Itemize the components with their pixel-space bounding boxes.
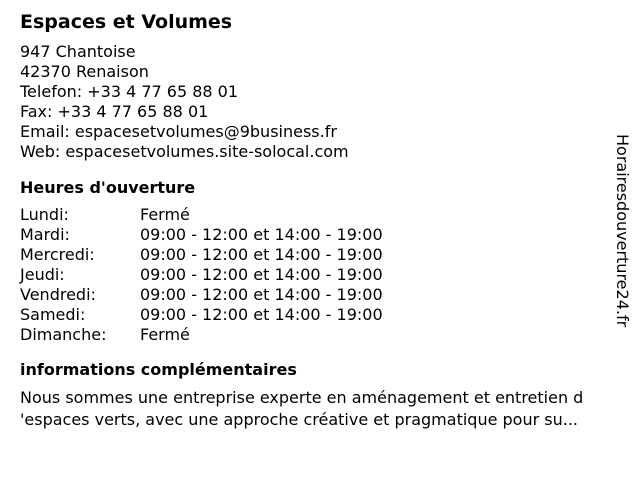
email-line: Email: espacesetvolumes@9business.fr (20, 122, 337, 141)
business-name: Espaces et Volumes (20, 11, 233, 33)
web-line: Web: espacesetvolumes.site-solocal.com (20, 142, 349, 161)
hours-time: 09:00 - 12:00 et 14:00 - 19:00 (140, 305, 383, 324)
postal-city: 42370 Renaison (20, 62, 149, 81)
hours-table (20, 205, 620, 345)
info-heading: informations complémentaires (20, 360, 297, 379)
hours-row-mardi (20, 225, 620, 245)
fax-line: Fax: +33 4 77 65 88 01 (20, 102, 209, 121)
hours-day: Mercredi: (20, 245, 95, 264)
telefon-line: Telefon: +33 4 77 65 88 01 (20, 82, 239, 101)
contact-block (20, 42, 620, 162)
hours-day: Lundi: (20, 205, 69, 224)
hours-day: Dimanche: (20, 325, 107, 344)
hours-day: Vendredi: (20, 285, 96, 304)
hours-row-lundi (20, 205, 620, 225)
hours-row-vendredi (20, 285, 620, 305)
hours-heading: Heures d'ouverture (20, 178, 196, 197)
hours-day: Samedi: (20, 305, 86, 324)
hours-time: 09:00 - 12:00 et 14:00 - 19:00 (140, 285, 383, 304)
hours-time: 09:00 - 12:00 et 14:00 - 19:00 (140, 265, 383, 284)
hours-time: Fermé (140, 205, 190, 224)
hours-day: Mardi: (20, 225, 70, 244)
business-card (20, 8, 620, 431)
hours-row-dimanche (20, 325, 620, 345)
hours-time: 09:00 - 12:00 et 14:00 - 19:00 (140, 225, 383, 244)
hours-row-jeudi (20, 265, 620, 285)
hours-row-mercredi (20, 245, 620, 265)
watermark-text: Horairesdouverture24.fr (613, 134, 632, 328)
hours-time: Fermé (140, 325, 190, 344)
hours-row-samedi (20, 305, 620, 325)
hours-day: Jeudi: (20, 265, 65, 284)
info-text: Nous sommes une entreprise experte en aménagement et entretien d 'espaces verts, avec une approche créative et pragmatique pour su... (20, 388, 584, 429)
hours-time: 09:00 - 12:00 et 14:00 - 19:00 (140, 245, 383, 264)
street-address: 947 Chantoise (20, 42, 136, 61)
